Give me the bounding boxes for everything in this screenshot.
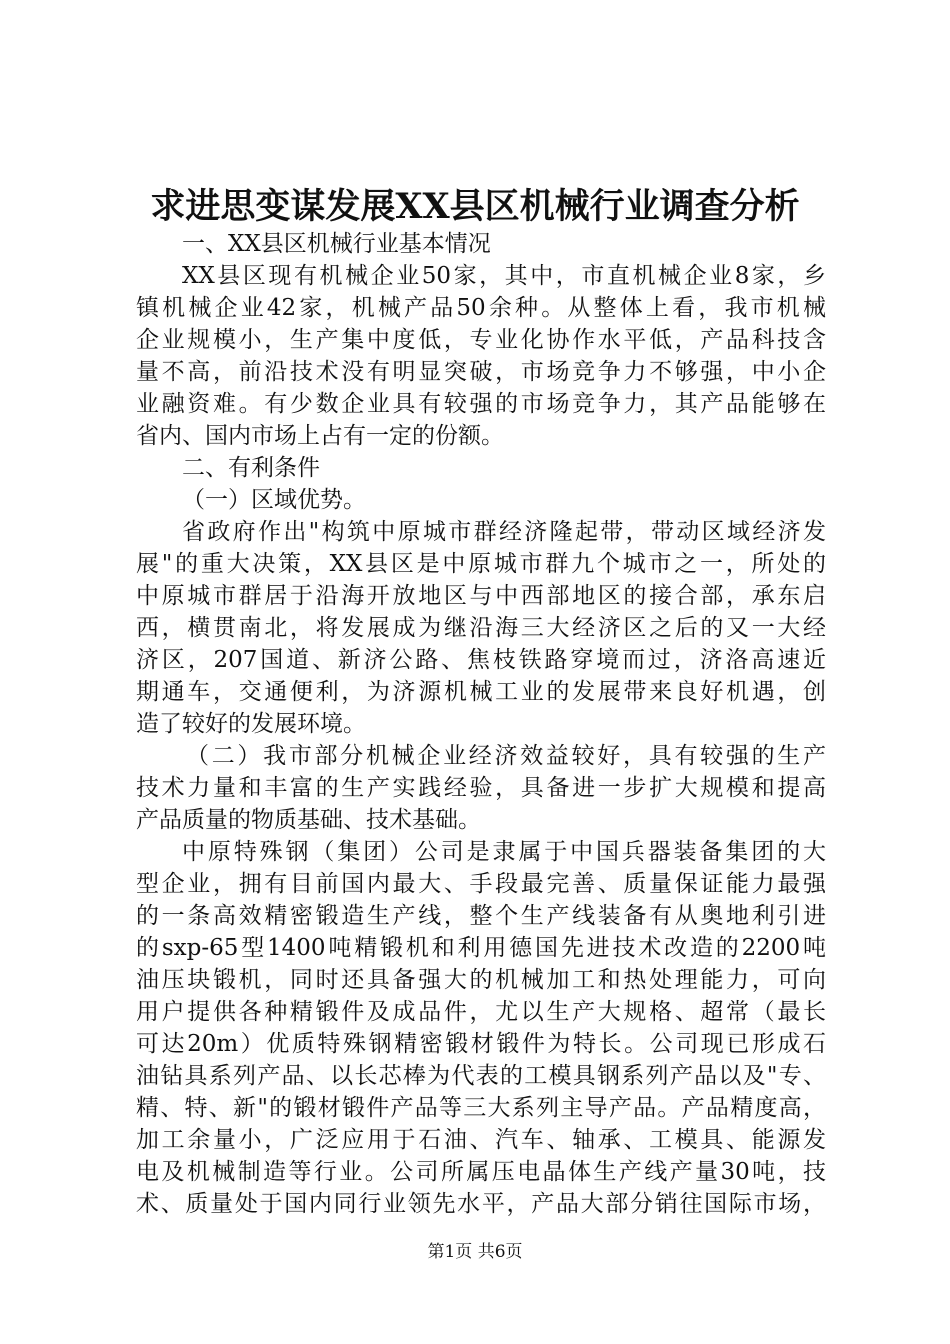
paragraph-line: 用户提供各种精锻件及成品件，尤以生产大规格、超常（最长: [136, 999, 826, 1025]
paragraph-line: （二）我市部分机械企业经济效益较好，具有较强的生产: [186, 743, 826, 769]
paragraph-line: 企业规模小，生产集中度低，专业化协作水平低，产品科技含: [136, 327, 826, 353]
paragraph-line: 济区，207国道、新济公路、焦枝铁路穿境而过，济洛高速近: [136, 647, 826, 673]
paragraph-line: 产品质量的物质基础、技术基础。: [136, 807, 481, 833]
paragraph-line: 省政府作出"构筑中原城市群经济隆起带，带动区域经济发: [182, 519, 826, 545]
page-number-footer: 第1页 共6页: [427, 1242, 523, 1262]
paragraph-line: 精、特、新"的锻材锻件产品等三大系列主导产品。产品精度高，: [136, 1095, 826, 1121]
paragraph-line: 量不高，前沿技术没有明显突破，市场竞争力不够强，中小企: [136, 359, 826, 385]
paragraph-line: 业融资难。有少数企业具有较强的市场竞争力，其产品能够在: [136, 391, 826, 417]
paragraph-line: 加工余量小，广泛应用于石油、汽车、轴承、工模具、能源发: [136, 1127, 826, 1153]
paragraph-line: 西，横贯南北，将发展成为继沿海三大经济区之后的又一大经: [136, 615, 826, 641]
paragraph-line: 油钻具系列产品、以长芯棒为代表的工模具钢系列产品以及"专、: [136, 1063, 826, 1089]
paragraph-line: 造了较好的发展环境。: [136, 711, 366, 737]
paragraph-line: 镇机械企业42家，机械产品50余种。从整体上看，我市机械: [136, 295, 826, 321]
paragraph-line: 中原城市群居于沿海开放地区与中西部地区的接合部，承东启: [136, 583, 826, 609]
document-title: 求进思变谋发展XX县区机械行业调查分析: [150, 186, 800, 227]
paragraph-line: 期通车，交通便利，为济源机械工业的发展带来良好机遇，创: [136, 679, 826, 705]
paragraph-line: 的sxp-65型1400吨精锻机和利用德国先进技术改造的2200吨: [136, 935, 826, 961]
paragraph-line: 电及机械制造等行业。公司所属压电晶体生产线产量30吨，技: [136, 1159, 826, 1185]
section-heading: 一、XX县区机械行业基本情况: [182, 231, 491, 257]
section-heading: 二、有利条件: [182, 455, 320, 481]
paragraph-line: 油压块锻机，同时还具备强大的机械加工和热处理能力，可向: [136, 967, 826, 993]
paragraph-line: 术、质量处于国内同行业领先水平，产品大部分销往国际市场，: [136, 1191, 826, 1217]
paragraph-line: 展"的重大决策，XX县区是中原城市群九个城市之一，所处的: [136, 551, 826, 577]
paragraph-line: 可达20m）优质特殊钢精密锻材锻件为特长。公司现已形成石: [136, 1031, 826, 1057]
paragraph-line: 技术力量和丰富的生产实践经验，具备进一步扩大规模和提高: [136, 775, 826, 801]
paragraph-line: 型企业，拥有目前国内最大、手段最完善、质量保证能力最强: [136, 871, 826, 897]
document-body: [136, 228, 826, 1220]
paragraph-line: XX县区现有机械企业50家，其中，市直机械企业8家，乡: [182, 263, 826, 289]
paragraph-line: 的一条高效精密锻造生产线，整个生产线装备有从奥地利引进: [136, 903, 826, 929]
subsection-heading: （一）区域优势。: [182, 487, 366, 513]
paragraph-line: 中原特殊钢（集团）公司是隶属于中国兵器装备集团的大: [182, 839, 826, 865]
paragraph-line: 省内、国内市场上占有一定的份额。: [136, 423, 504, 449]
